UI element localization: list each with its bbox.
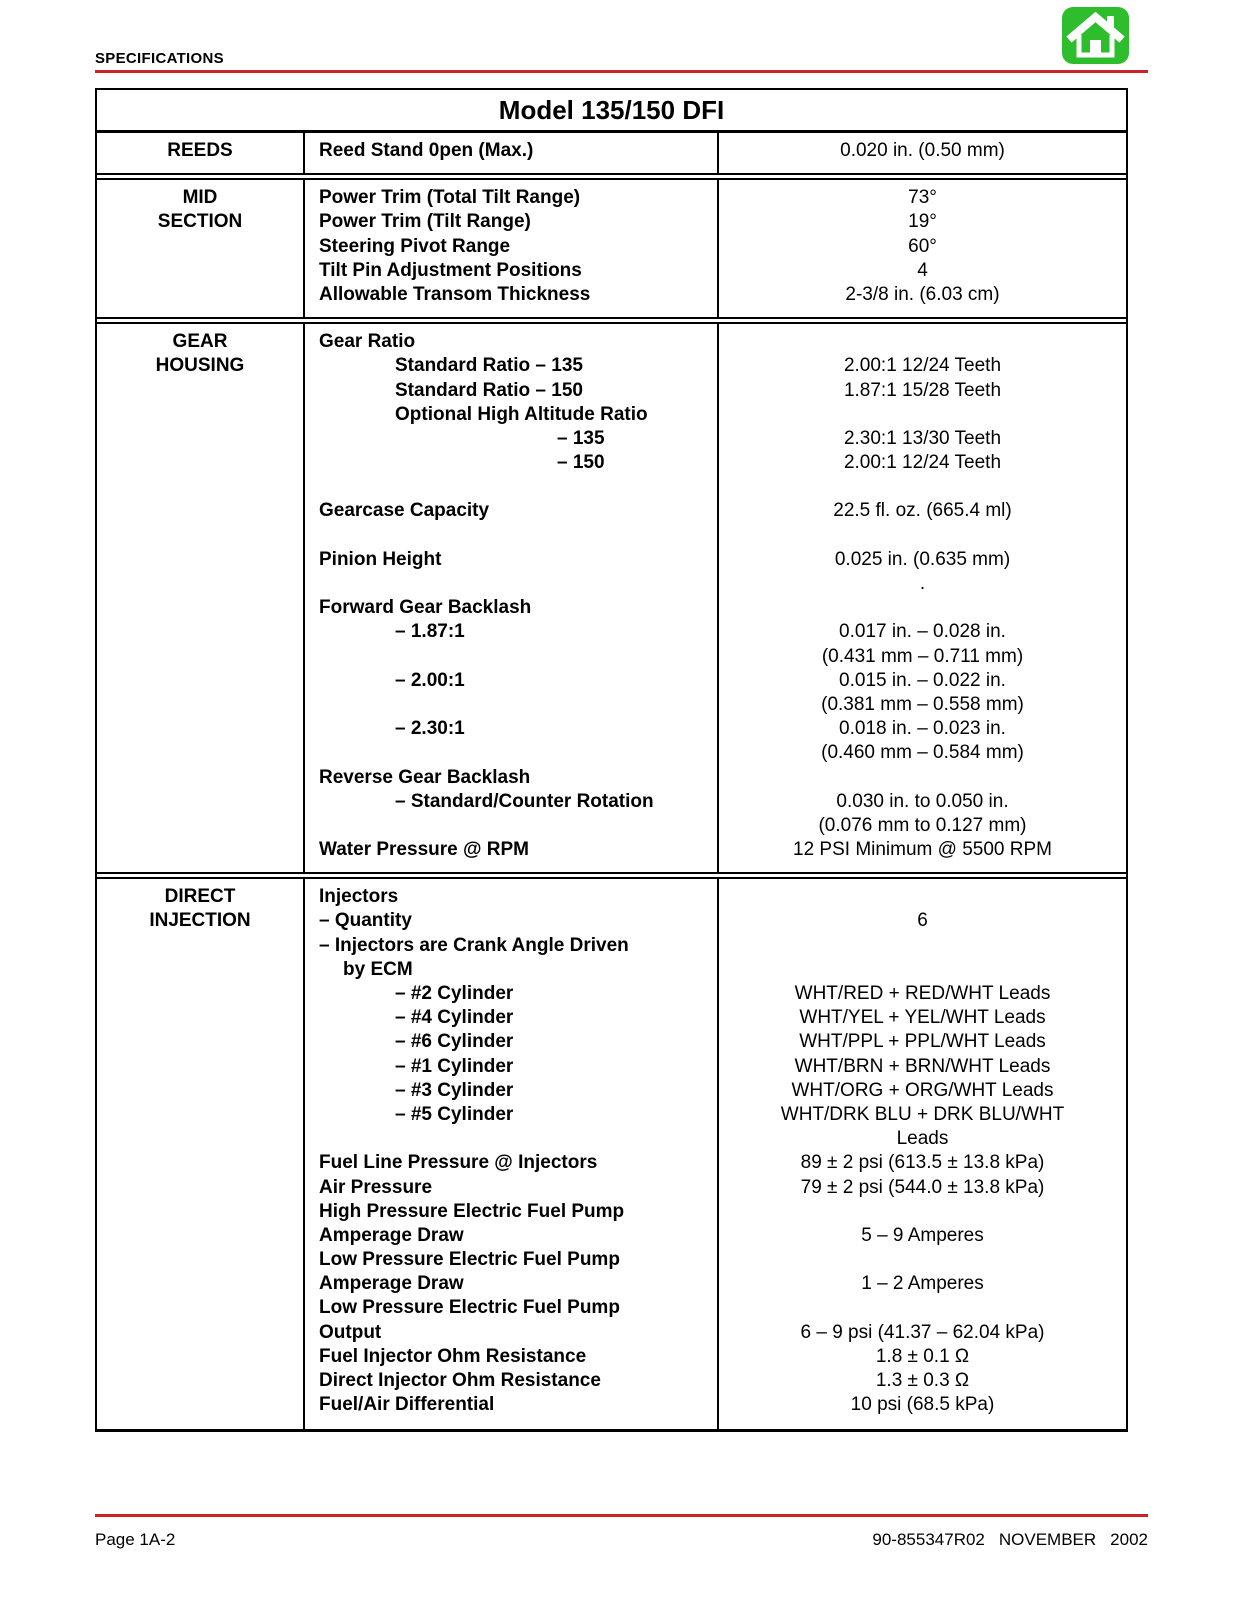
spec-item-value: 0.025 in. (0.635 mm) xyxy=(834,548,1011,570)
table-title: Model 135/150 DFI xyxy=(97,90,1126,133)
spec-item-value: . xyxy=(919,573,926,594)
spec-item-value: Leads xyxy=(896,1128,949,1150)
spec-item-value xyxy=(723,475,1122,499)
spec-item-label: – #6 Cylinder xyxy=(395,1031,514,1053)
spec-item-label xyxy=(319,645,713,669)
spec-item-value: 0.015 in. – 0.022 in. xyxy=(839,669,1006,691)
spec-item-label: Fuel Injector Ohm Resistance xyxy=(319,1345,587,1367)
spec-item-value xyxy=(723,958,1122,982)
spec-item-value: 2-3/8 in. (6.03 cm) xyxy=(845,283,1000,305)
spec-item-value: 0.030 in. to 0.050 in. xyxy=(836,790,1009,812)
footer-red-rule xyxy=(95,1514,1148,1517)
spec-item-value: (0.460 mm – 0.584 mm) xyxy=(821,742,1024,764)
spec-item-label: Amperage Draw xyxy=(319,1273,464,1295)
spec-item-label: Pinion Height xyxy=(319,548,442,570)
section-name xyxy=(97,324,305,872)
spec-item-label: Tilt Pin Adjustment Positions xyxy=(319,259,582,281)
spec-item-value: 1 – 2 Amperes xyxy=(861,1273,984,1295)
spec-item-label: – 150 xyxy=(557,452,605,474)
spec-item-label: – Injectors are Crank Angle Driven xyxy=(319,934,629,956)
spec-item-label: – #1 Cylinder xyxy=(395,1055,514,1077)
spec-item-value: WHT/YEL + YEL/WHT Leads xyxy=(799,1007,1046,1029)
spec-item-value: 73° xyxy=(908,187,937,209)
spec-item-label: – 2.00:1 xyxy=(395,669,465,691)
spec-item-label: Reverse Gear Backlash xyxy=(319,766,531,788)
spec-item-value xyxy=(723,596,1122,620)
footer-doc-code: 90-855347R02 xyxy=(872,1530,985,1549)
section-name xyxy=(97,133,305,173)
spec-item-label xyxy=(319,741,713,765)
spec-item-label: – 2.30:1 xyxy=(395,718,465,740)
spec-item-label: Air Pressure xyxy=(319,1176,433,1198)
spec-item-value: 1.8 ± 0.1 Ω xyxy=(875,1345,970,1367)
spec-item-value: 1.3 ± 0.3 Ω xyxy=(875,1370,970,1391)
spec-item-label: Power Trim (Tilt Range) xyxy=(319,211,531,233)
spec-item-label: – 1.87:1 xyxy=(395,621,465,643)
spec-item-value: WHT/PPL + PPL/WHT Leads xyxy=(799,1031,1046,1053)
spec-item-value: 79 ± 2 psi (544.0 ± 13.8 kPa) xyxy=(800,1176,1045,1198)
section-name-line: GEAR xyxy=(172,331,228,353)
footer-page-number: Page 1A-2 xyxy=(95,1530,176,1549)
page-section-heading: SPECIFICATIONS xyxy=(95,50,224,67)
spec-item-value xyxy=(723,524,1122,548)
section-name xyxy=(97,180,305,317)
spec-value-column xyxy=(719,879,1126,1429)
spec-item-value xyxy=(723,403,1122,427)
spec-item-value: 2.00:1 12/24 Teeth xyxy=(843,355,1002,377)
spec-item-label: – #4 Cylinder xyxy=(395,1007,514,1029)
spec-item-label xyxy=(319,814,713,838)
spec-item-column xyxy=(305,180,719,317)
spec-item-value xyxy=(723,1296,1122,1320)
spec-item-label xyxy=(319,524,713,548)
spec-item-label: Low Pressure Electric Fuel Pump xyxy=(319,1297,620,1319)
spec-value-column xyxy=(719,180,1126,317)
spec-item-value: 22.5 fl. oz. (665.4 ml) xyxy=(833,500,1012,522)
spec-item-label: Gear Ratio xyxy=(319,331,416,353)
spec-item-value: 2.30:1 13/30 Teeth xyxy=(843,427,1002,449)
home-button[interactable] xyxy=(1062,7,1129,64)
spec-item-value: 10 psi (68.5 kPa) xyxy=(850,1394,995,1416)
spec-item-label: Standard Ratio – 135 xyxy=(395,355,583,377)
spec-item-value: 4 xyxy=(917,259,928,281)
spec-item-value: 60° xyxy=(908,235,937,257)
spec-item-value: WHT/DRK BLU + DRK BLU/WHT xyxy=(780,1103,1065,1125)
spec-item-value: WHT/BRN + BRN/WHT Leads xyxy=(794,1055,1051,1077)
spec-item-label: Standard Ratio – 150 xyxy=(395,379,583,401)
spec-item-value xyxy=(723,1200,1122,1224)
spec-item-value xyxy=(723,1248,1122,1272)
spec-item-label: Reed Stand 0pen (Max.) xyxy=(319,140,534,161)
section-row-gear-housing xyxy=(97,317,1126,872)
section-name-line: DIRECT xyxy=(164,886,236,908)
spec-item-label: Amperage Draw xyxy=(319,1224,464,1246)
spec-item-label: High Pressure Electric Fuel Pump xyxy=(319,1200,625,1222)
spec-item-value: 0.018 in. – 0.023 in. xyxy=(839,718,1006,740)
section-row-reeds xyxy=(97,133,1126,173)
spec-item-label: Fuel/Air Differential xyxy=(319,1394,495,1416)
spec-item-value xyxy=(723,885,1122,909)
section-name-line: INJECTION xyxy=(149,910,251,932)
spec-item-label: – Standard/Counter Rotation xyxy=(395,790,654,812)
spec-item-label: – #3 Cylinder xyxy=(395,1079,514,1101)
spec-item-label: Injectors xyxy=(319,886,399,908)
spec-item-label: Allowable Transom Thickness xyxy=(319,283,591,305)
spec-item-label: Optional High Altitude Ratio xyxy=(395,403,648,425)
section-name xyxy=(97,879,305,1429)
spec-item-value xyxy=(723,934,1122,958)
spec-item-value: 1.87:1 15/28 Teeth xyxy=(843,379,1002,401)
spec-item-value: (0.431 mm – 0.711 mm) xyxy=(821,645,1024,667)
spec-item-label xyxy=(319,572,713,596)
spec-item-value: 5 – 9 Amperes xyxy=(861,1224,984,1246)
section-name-line: REEDS xyxy=(167,140,233,161)
spec-value-column xyxy=(719,133,1126,173)
section-name-line: SECTION xyxy=(157,211,243,233)
spec-item-label: – #5 Cylinder xyxy=(395,1103,514,1125)
spec-item-value: WHT/ORG + ORG/WHT Leads xyxy=(791,1079,1054,1101)
spec-item-label: – Quantity xyxy=(319,910,412,932)
section-name-line: MID xyxy=(182,187,218,209)
spec-item-value: 0.020 in. (0.50 mm) xyxy=(840,140,1005,161)
spec-item-label xyxy=(319,1127,713,1151)
spec-item-value xyxy=(723,766,1122,790)
footer-doc-info xyxy=(872,1530,1148,1550)
spec-item-label: Forward Gear Backlash xyxy=(319,597,532,619)
spec-item-value: WHT/RED + RED/WHT Leads xyxy=(794,983,1051,1004)
spec-item-value: 6 – 9 psi (41.37 – 62.04 kPa) xyxy=(800,1321,1045,1343)
spec-item-label: by ECM xyxy=(343,958,413,980)
spec-item-value: 12 PSI Minimum @ 5500 RPM xyxy=(793,839,1052,861)
footer-month: NOVEMBER xyxy=(998,1530,1097,1549)
spec-table-sections xyxy=(97,133,1126,1429)
spec-item-value: 2.00:1 12/24 Teeth xyxy=(843,452,1002,474)
spec-item-value: (0.381 mm – 0.558 mm) xyxy=(821,693,1024,715)
spec-item-label: Output xyxy=(319,1321,382,1343)
spec-item-value: 19° xyxy=(908,211,937,233)
spec-item-value: 6 xyxy=(917,910,928,932)
spec-item-label: Low Pressure Electric Fuel Pump xyxy=(319,1249,620,1271)
spec-item-column xyxy=(305,133,719,173)
section-row-direct-injection xyxy=(97,872,1126,1429)
spec-item-label: Direct Injector Ohm Resistance xyxy=(319,1370,601,1391)
home-icon xyxy=(1062,7,1129,64)
spec-item-label: Gearcase Capacity xyxy=(319,500,490,522)
spec-item-label xyxy=(319,475,713,499)
specifications-table xyxy=(95,88,1128,1432)
spec-item-value: 89 ± 2 psi (613.5 ± 13.8 kPa) xyxy=(800,1152,1045,1174)
spec-item-value: 0.017 in. – 0.028 in. xyxy=(839,621,1006,643)
spec-item-label xyxy=(319,693,713,717)
spec-item-column xyxy=(305,879,719,1429)
spec-item-label: Power Trim (Total Tilt Range) xyxy=(319,187,581,209)
section-row-mid-section xyxy=(97,173,1126,317)
spec-item-value: (0.076 mm to 0.127 mm) xyxy=(818,814,1027,836)
spec-value-column xyxy=(719,324,1126,872)
section-name-line: HOUSING xyxy=(155,355,245,377)
spec-item-label: Water Pressure @ RPM xyxy=(319,839,530,861)
spec-item-column xyxy=(305,324,719,872)
footer-year: 2002 xyxy=(1110,1530,1148,1549)
spec-item-value xyxy=(723,330,1122,354)
header-red-rule xyxy=(95,70,1148,73)
spec-item-label: Steering Pivot Range xyxy=(319,235,511,257)
spec-item-label: – 135 xyxy=(557,427,605,449)
spec-item-label: – #2 Cylinder xyxy=(395,983,514,1004)
spec-item-label: Fuel Line Pressure @ Injectors xyxy=(319,1152,598,1174)
